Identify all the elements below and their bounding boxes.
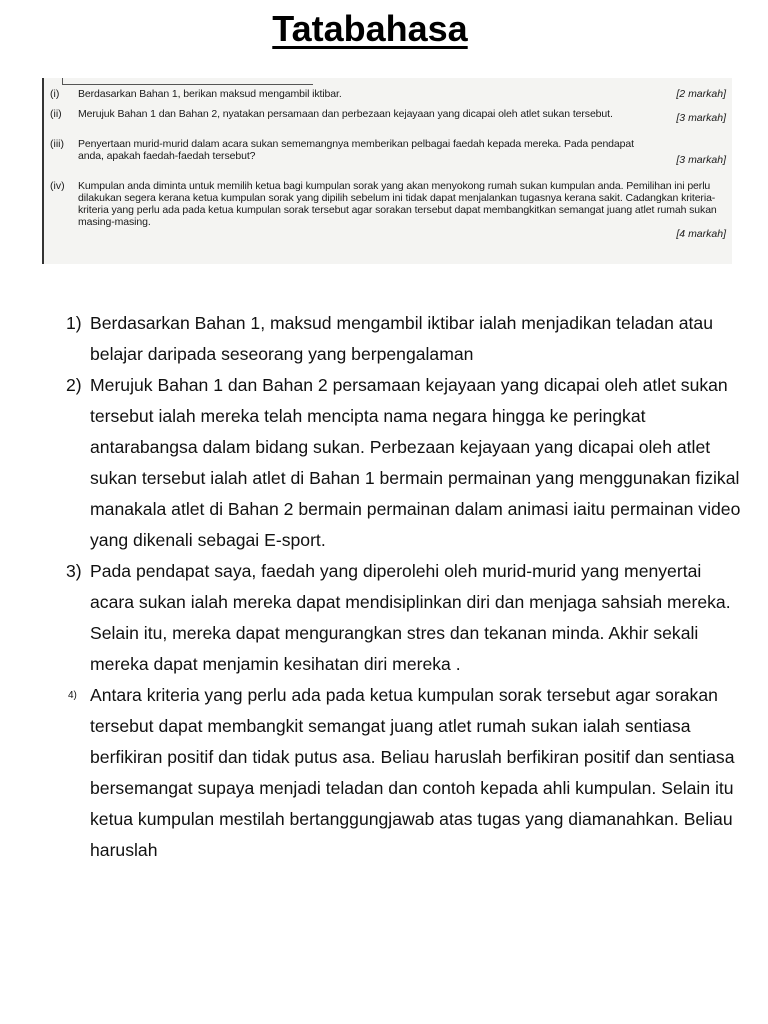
question-image xyxy=(42,78,732,264)
answer-text: Merujuk Bahan 1 dan Bahan 2 persamaan kejayaan yang dicapai oleh atlet sukan tersebut ialah mereka telah mencipta nama negara hingga ke peringkat antarabangsa dalam bidang sukan. Perbezaan kejayaan yang dicapai oleh atlet sukan tersebut ialah atlet di Bahan 1 bermain permainan yang menggunakan fizikal manakala atlet di Bahan 2 bermain permainan dalam animasi iaitu permainan video yang dikenali sebagai E-sport. xyxy=(90,375,741,550)
answer-list xyxy=(66,308,746,866)
question-mark: [3 markah] xyxy=(676,154,726,166)
question-number: (i) xyxy=(50,88,60,100)
question-mark: [3 markah] xyxy=(676,112,726,124)
answer-text: Antara kriteria yang perlu ada pada ketua kumpulan sorak tersebut agar sorakan tersebut dapat membangkit semangat juang atlet rumah sukan ialah sentiasa berfikiran positif dan tidak putus asa. Beliau haruslah berfikiran positif dan sentiasa bersemangat supaya menjadi teladan dan contoh kepada ahli kumpulan. Selain itu ketua kumpulan mestilah bertanggungjawab atas tugas yang diamanahkan. Beliau haruslah xyxy=(90,685,735,860)
answer-number: 2) xyxy=(66,375,82,395)
question-number: (iv) xyxy=(50,180,65,192)
answer-item xyxy=(66,308,746,370)
question-number: (ii) xyxy=(50,108,62,120)
question-text: Kumpulan anda diminta untuk memilih ketua bagi kumpulan sorak yang akan menyokong rumah sukan kumpulan anda. Pemilihan ini perlu dilakukan segera kerana ketua kumpulan sorak yang dipilih sebelum ini tidak dapat menjalankan tugasnya kerana sakit. Cadangkan kriteria-kriteria yang perlu ada pada ketua kumpulan sorak tersebut agar sorakan tersebut dapat membangkitkan semangat juang atlet rumah sukan masing-masing. xyxy=(78,180,717,228)
question-mark: [4 markah] xyxy=(676,228,726,240)
question-mark: [2 markah] xyxy=(676,88,726,100)
question-text: Berdasarkan Bahan 1, berikan maksud mengambil iktibar. xyxy=(78,88,342,100)
scan-border-line xyxy=(62,78,313,85)
answer-text: Pada pendapat saya, faedah yang diperolehi oleh murid-murid yang menyertai acara sukan ialah mereka dapat mendisiplinkan diri dan menjaga sahsiah mereka. Selain itu, mereka dapat mengurangkan stres dan tekanan minda. Akhir sekali mereka dapat menjamin kesihatan diri mereka . xyxy=(90,561,731,674)
answer-item xyxy=(66,370,746,556)
answer-text: Berdasarkan Bahan 1, maksud mengambil iktibar ialah menjadikan teladan atau belajar daripada seseorang yang berpengalaman xyxy=(90,313,713,364)
answer-number: 1) xyxy=(66,313,82,333)
question-number: (iii) xyxy=(50,138,64,150)
answer-number: 3) xyxy=(66,561,82,581)
question-text: Merujuk Bahan 1 dan Bahan 2, nyatakan persamaan dan perbezaan kejayaan yang dicapai oleh atlet sukan tersebut. xyxy=(78,108,613,120)
answer-item xyxy=(66,556,746,680)
page-title: Tatabahasa xyxy=(272,8,468,49)
answer-item xyxy=(66,680,746,866)
answer-number: 4) xyxy=(68,690,77,701)
question-text: Penyertaan murid-murid dalam acara sukan sememangnya memberikan pelbagai faedah kepada mereka. Pada pendapat anda, apakah faedah-faedah tersebut? xyxy=(78,138,634,162)
